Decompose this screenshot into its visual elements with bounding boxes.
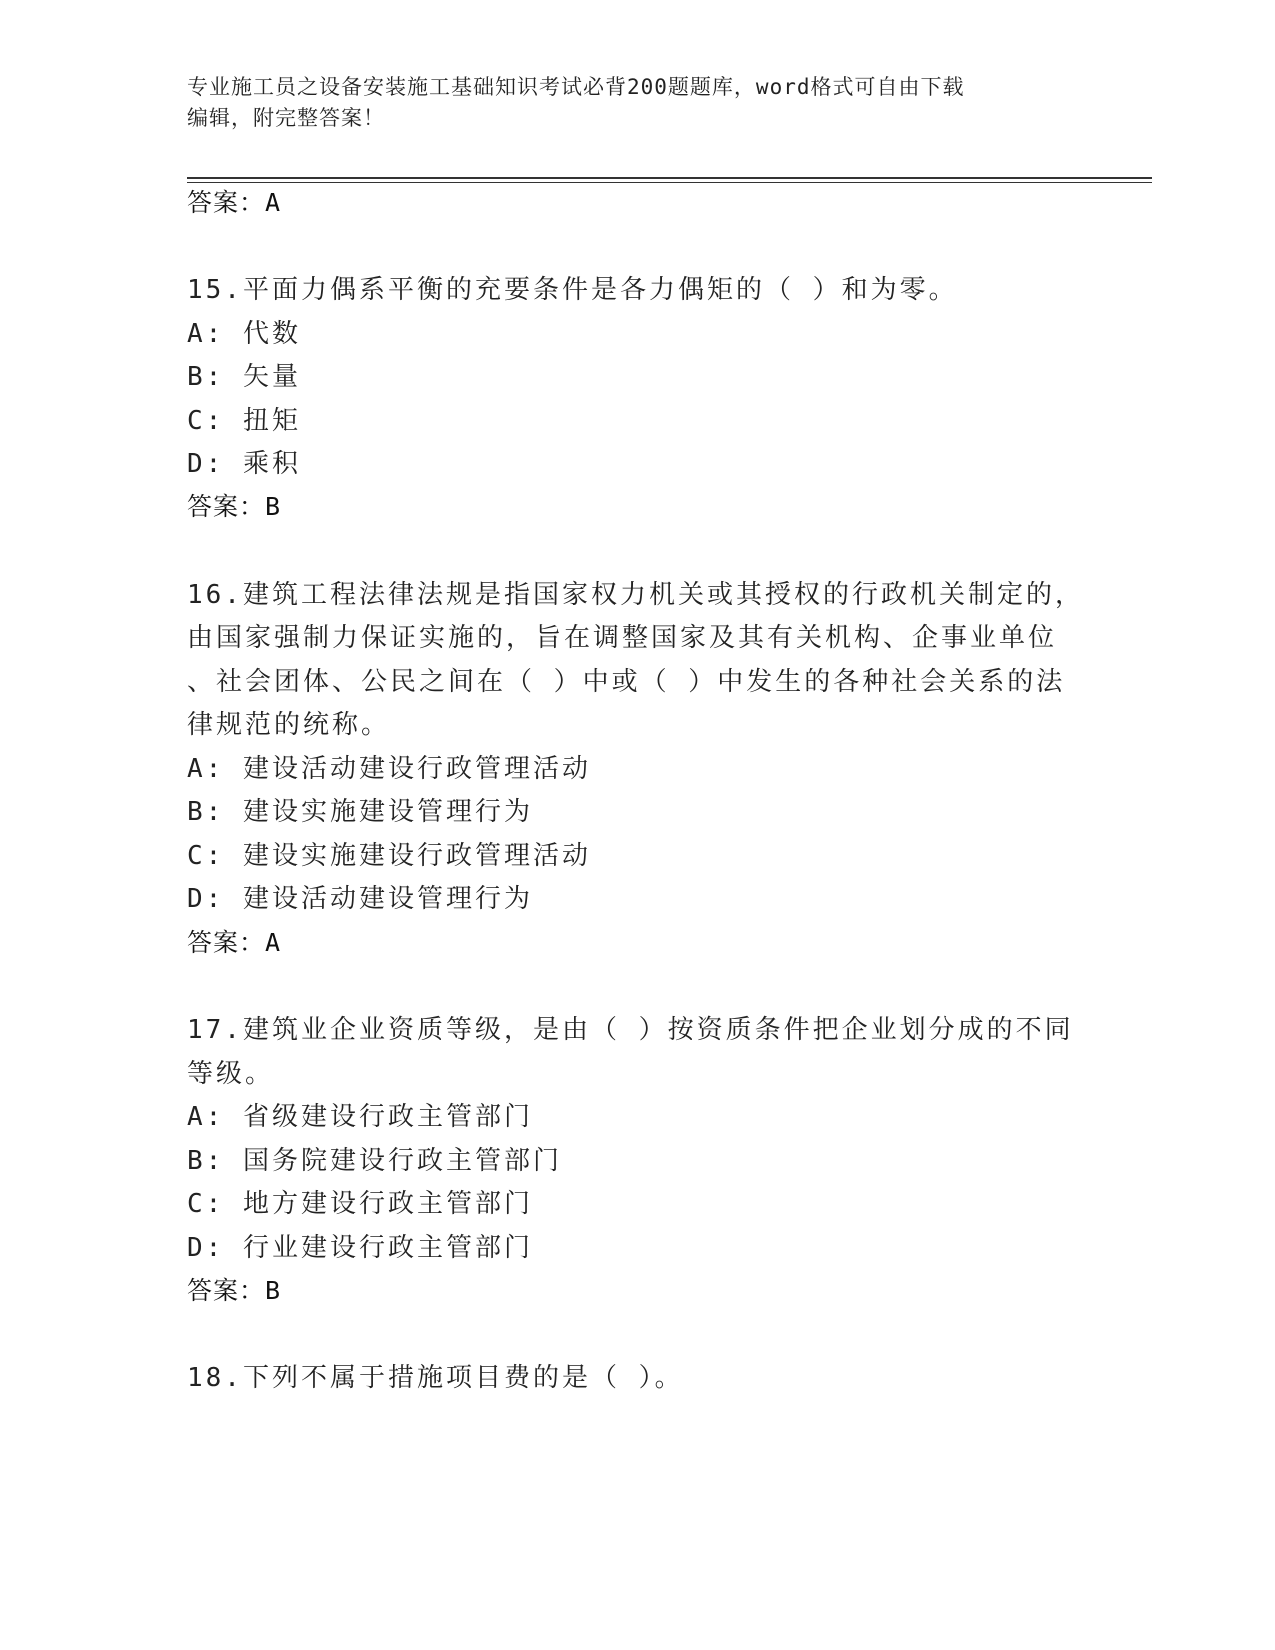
header-title-line-1: 专业施工员之设备安装施工基础知识考试必背200题题库，word格式可自由下载 (187, 75, 965, 99)
question-17-option-b: B: 国务院建设行政主管部门 (187, 1146, 562, 1176)
answer-line (187, 186, 281, 220)
document-header (187, 72, 1067, 134)
answer-label: 答案： (187, 188, 266, 217)
question-15-option-d: D: 乘积 (187, 449, 301, 479)
question-17-answer (187, 1274, 281, 1308)
question-16-option-c: C: 建设实施建设行政管理活动 (187, 841, 591, 871)
header-divider-thin (187, 182, 1152, 183)
question-17-stem-line-1: 17.建筑业企业资质等级，是由（ ）按资质条件把企业划分成的不同 (187, 1015, 1074, 1045)
question-17-option-d: D: 行业建设行政主管部门 (187, 1233, 533, 1263)
question-18-stem: 18.下列不属于措施项目费的是（ ）。 (187, 1363, 684, 1393)
answer-value: A (265, 188, 282, 217)
question-16-answer (187, 926, 281, 960)
question-16-stem-line-3: 、社会团体、公民之间在（ ）中或（ ）中发生的各种社会关系的法 (187, 667, 1066, 697)
question-17-option-a: A: 省级建设行政主管部门 (187, 1102, 533, 1132)
question-17-stem-line-2: 等级。 (187, 1059, 275, 1089)
question-15-option-c: C: 扭矩 (187, 406, 301, 436)
question-16-stem-line-1: 16.建筑工程法律法规是指国家权力机关或其授权的行政机关制定的， (187, 580, 1084, 610)
answer-value: A (265, 928, 282, 957)
question-15-stem: 15.平面力偶系平衡的充要条件是各力偶矩的（ ）和为零。 (187, 275, 958, 305)
question-16-stem-line-4: 律规范的统称。 (187, 710, 391, 740)
answer-value: B (265, 492, 282, 521)
question-15-option-a: A: 代数 (187, 319, 301, 349)
header-title-line-2: 编辑，附完整答案！ (187, 106, 385, 130)
question-15-option-b: B: 矢量 (187, 362, 301, 392)
answer-label: 答案： (187, 928, 266, 957)
question-16-option-a: A: 建设活动建设行政管理活动 (187, 754, 591, 784)
question-17-option-c: C: 地方建设行政主管部门 (187, 1189, 533, 1219)
question-16-option-b: B: 建设实施建设管理行为 (187, 797, 533, 827)
question-16-option-d: D: 建设活动建设管理行为 (187, 884, 533, 914)
question-16-stem-line-2: 由国家强制力保证实施的，旨在调整国家及其有关机构、企事业单位 (187, 623, 1058, 653)
question-15-answer (187, 490, 281, 524)
header-divider-thick (187, 177, 1152, 179)
answer-label: 答案： (187, 492, 266, 521)
answer-value: B (265, 1276, 282, 1305)
answer-label: 答案： (187, 1276, 266, 1305)
